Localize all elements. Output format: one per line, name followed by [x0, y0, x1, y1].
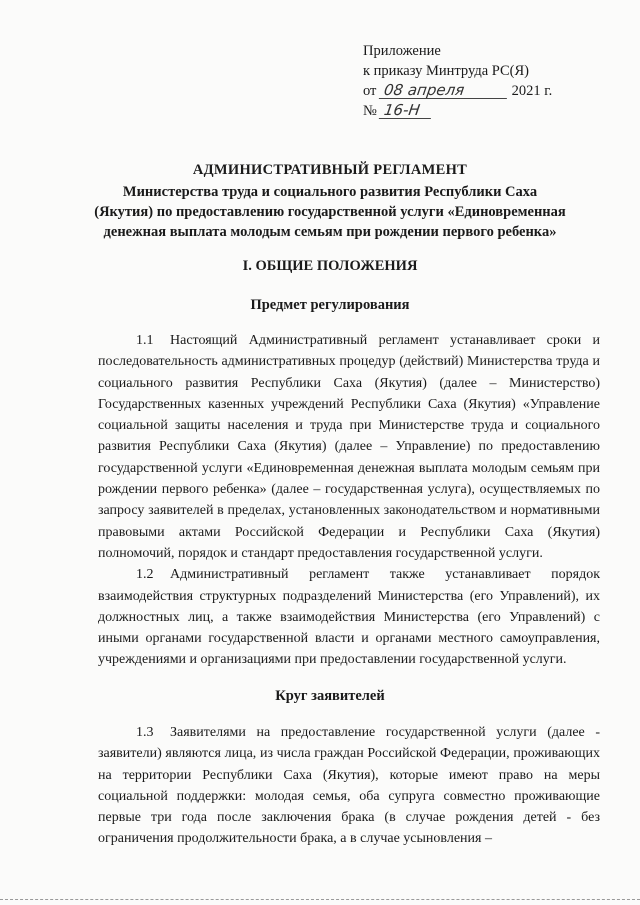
page-bottom-rule [0, 899, 640, 900]
paragraph-1-3 [98, 722, 600, 850]
appendix-date-line [363, 81, 603, 101]
subheading-applicants: Круг заявителей [275, 688, 385, 704]
title-line-2: Министерства труда и социального развития Республики Саха [122, 184, 538, 200]
date-year: 2021 г. [511, 83, 553, 99]
paragraph-1-1 [98, 330, 600, 564]
title-main: АДМИНИСТРАТИВНЫЙ РЕГЛАМЕНТ [192, 162, 468, 178]
paragraph-number: 1.3 [136, 725, 154, 740]
section1-body [98, 330, 600, 671]
appendix-number-line [363, 101, 603, 121]
appendix-line-1: Приложение [363, 43, 441, 59]
title-line-4: денежная выплата молодым семьям при рождении первого ребенка» [103, 224, 557, 240]
section2-body [98, 722, 600, 850]
subheading-subject: Предмет регулирования [250, 297, 410, 313]
section-heading-general: I. ОБЩИЕ ПОЛОЖЕНИЯ [242, 258, 418, 274]
paragraph-number: 1.1 [136, 333, 154, 348]
number-prefix: № [363, 103, 377, 119]
title-line-3: (Якутия) по предоставлению государственной услуги «Единовременная [94, 204, 566, 220]
date-prefix: от [363, 83, 377, 99]
handwritten-date: 08 апреля [379, 82, 509, 99]
handwritten-number: 16-Н [379, 102, 433, 119]
appendix-block [363, 41, 603, 121]
appendix-line-2: к приказу Минтруда РС(Я) [363, 63, 529, 79]
paragraph-1-2 [98, 564, 600, 670]
paragraph-text: Заявителями на предоставление государственной услуги (далее - заявители) являются лица, из числа граждан Российской Федерации, проживающих на территории Республики Саха (Якутия), которые имеют право на меры социальной поддержки: молодая семья, оба супруга совместно проживающие первые три года после заключения брака (в случае рождения детей - без ограничения продолжительности брака, а в случае усыновления – [98, 725, 600, 847]
document-title [60, 160, 600, 242]
paragraph-text: Настоящий Административный регламент устанавливает сроки и последовательность административных процедур (действий) Министерства труда и социального развития Республики Саха (Якутия) (далее – Министерство) Государственных казенных учреждений Республики Саха (Якутия) «Управление социальной защиты населения и труда при Министерстве труда и социального развития Республики Саха (Якутия) (далее – Управление) по предоставлению государственной услуги «Единовременная денежная выплата молодым семьям при рождении первого ребенка» (далее – государственная услуга), осуществляемых по запросу заявителей в пределах, установленных законодательством и нормативными правовыми актами Российской Федерации и Республики Саха (Якутия) полномочий, порядок и стандарт предоставления государственной услуги. [98, 333, 600, 561]
paragraph-text: Административный регламент также устанавливает порядок взаимодействия структурных подразделений Министерства (его Управлений), их должностных лиц, а также взаимодействия Министерства (его Управлений) с иными органами государственной власти и органами местного самоуправления, учреждениями и организациями при предоставлении государственной услуги. [98, 567, 600, 668]
paragraph-number: 1.2 [136, 567, 154, 583]
